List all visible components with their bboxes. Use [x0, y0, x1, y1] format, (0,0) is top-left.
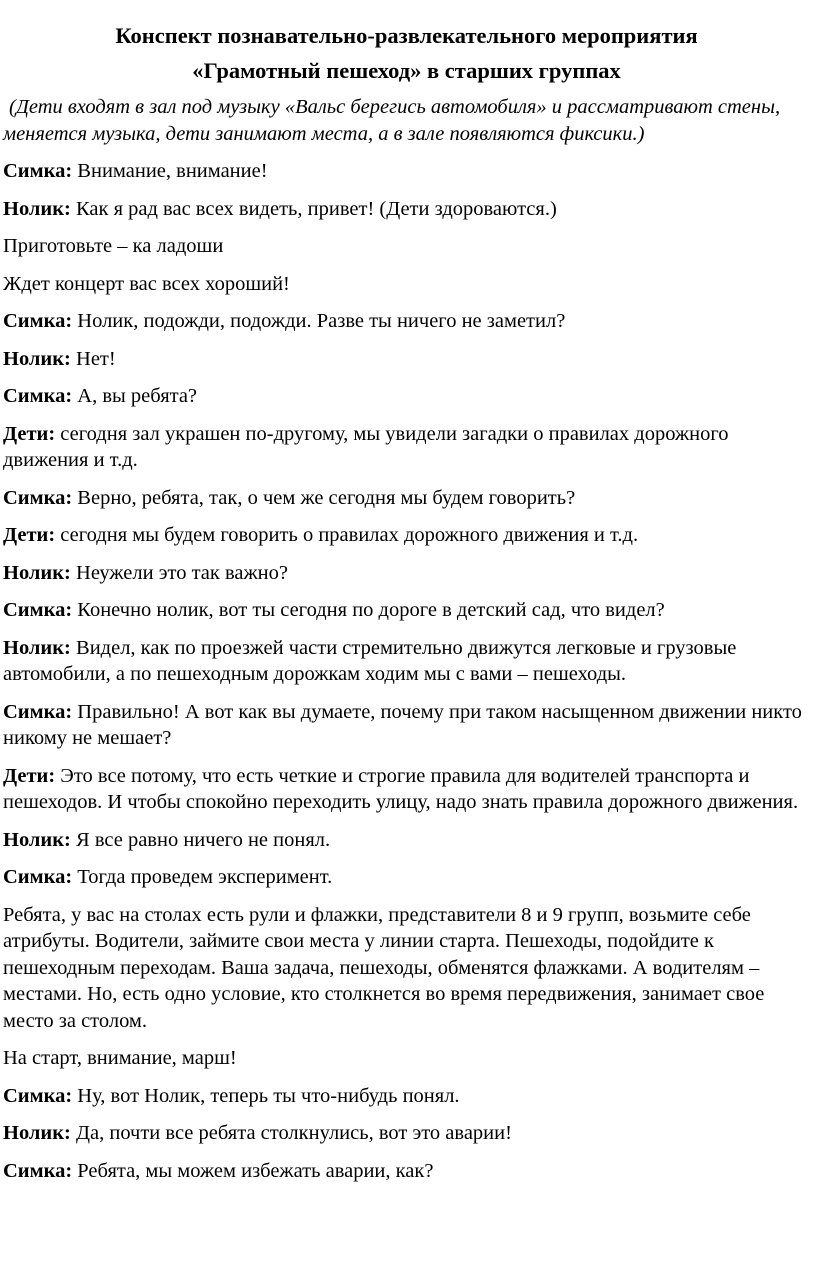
speaker-name: Нолик:	[3, 828, 71, 851]
line-text: Конечно нолик, вот ты сегодня по дороге в детский сад, что видел?	[72, 599, 665, 621]
stage-direction: (Дети входят в зал под музыку «Вальс берегись автомобиля» и рассматривают стены, меняется музыка, дети занимают места, а в зале появляются фиксики.)	[3, 96, 781, 145]
line-text: Правильно! А вот как вы думаете, почему при таком насыщенном движении никто никому не мешает?	[3, 700, 802, 749]
speaker-name: Нолик:	[3, 197, 71, 220]
dialogue-line	[3, 271, 810, 298]
speaker-name: Симка:	[3, 385, 73, 407]
speaker-name: Нолик:	[3, 1122, 71, 1144]
speaker-name: Симка:	[3, 1159, 73, 1182]
speaker-name: Симка:	[3, 310, 73, 332]
line-text: Тогда проведем эксперимент.	[72, 866, 333, 888]
line-text: Нет!	[70, 347, 116, 370]
dialogue-line	[3, 827, 810, 854]
line-text: Внимание, внимание!	[72, 160, 268, 182]
line-text: Ну, вот Нолик, теперь ты что-нибудь понял.	[72, 1084, 460, 1107]
speaker-name: Симка:	[3, 700, 73, 723]
document-page	[0, 18, 816, 1195]
line-text: На старт, внимание, марш!	[3, 1047, 237, 1069]
line-text: Ждет концерт вас всех хороший!	[3, 272, 290, 295]
line-text: сегодня зал украшен по-другому, мы увидели загадки о правилах дорожного движения и т.д.	[3, 422, 729, 471]
line-text: Это все потому, что есть четкие и строгие правила для водителей транспорта и пешеходов. И чтобы спокойно переходить улицу, надо знать правила дорожного движения.	[3, 764, 799, 813]
dialogue-line	[3, 308, 810, 335]
dialogue-line	[3, 196, 810, 223]
dialogue-line	[3, 597, 810, 624]
line-text: А, вы ребята?	[72, 385, 198, 407]
line-text: Неужели это так важно?	[70, 561, 288, 584]
title-line-2: «Грамотный пешеход» в старших группах	[192, 58, 621, 83]
speaker-name: Симка:	[3, 160, 73, 182]
dialogue-line	[3, 902, 810, 1035]
dialogue	[3, 158, 810, 1184]
dialogue-line	[3, 1120, 810, 1147]
dialogue-line	[3, 421, 810, 474]
line-text: Приготовьте – ка ладоши	[3, 235, 224, 257]
dialogue-line	[3, 383, 810, 410]
speaker-name: Дети:	[3, 524, 56, 546]
document-title	[3, 18, 810, 88]
speaker-name: Симка:	[3, 1084, 73, 1107]
line-text: Ребята, мы можем избежать аварии, как?	[72, 1159, 434, 1182]
speaker-name: Симка:	[3, 599, 73, 621]
line-text: Да, почти все ребята столкнулись, вот это аварии!	[70, 1122, 512, 1144]
speaker-name: Нолик:	[3, 347, 71, 370]
line-text: Как я рад вас всех видеть, привет! (Дети здороваются.)	[70, 197, 557, 220]
line-text: Видел, как по проезжей части стремительно движутся легковые и грузовые автомобили, а по пешеходным дорожкам ходим мы с вами – пешеходы.	[3, 636, 737, 685]
speaker-name: Нолик:	[3, 561, 71, 584]
speaker-name: Симка:	[3, 486, 73, 509]
speaker-name: Нолик:	[3, 636, 71, 659]
line-text: Ребята, у вас на столах есть рули и флажки, представители 8 и 9 групп, возьмите себе атрибуты. Водители, займите свои места у линии старта. Пешеходы, подойдите к пешеходным переходам. Ваша задача, пешеходы, обменятся флажками. А водителям – местами. Но, есть одно условие, кто столкнется во время передвижения, занимает свое место за столом.	[3, 903, 765, 1032]
speaker-name: Дети:	[3, 764, 56, 787]
line-text: сегодня мы будем говорить о правилах дорожного движения и т.д.	[55, 524, 639, 546]
dialogue-line	[3, 485, 810, 512]
dialogue-line	[3, 1083, 810, 1110]
dialogue-line	[3, 635, 810, 688]
speaker-name: Симка:	[3, 866, 73, 888]
dialogue-line	[3, 699, 810, 752]
dialogue-line	[3, 346, 810, 373]
line-text: Я все равно ничего не понял.	[70, 828, 331, 851]
dialogue-line	[3, 864, 810, 891]
line-text: Верно, ребята, так, о чем же сегодня мы будем говорить?	[72, 486, 576, 509]
dialogue-line	[3, 560, 810, 587]
line-text: Нолик, подожди, подожди. Разве ты ничего не заметил?	[72, 310, 566, 332]
dialogue-line	[3, 233, 810, 260]
dialogue-line	[3, 522, 810, 549]
dialogue-line	[3, 1158, 810, 1185]
speaker-name: Дети:	[3, 422, 56, 445]
dialogue-line	[3, 1045, 810, 1072]
dialogue-line	[3, 763, 810, 816]
title-line-1: Конспект познавательно-развлекательного мероприятия	[115, 23, 698, 48]
dialogue-line	[3, 158, 810, 185]
